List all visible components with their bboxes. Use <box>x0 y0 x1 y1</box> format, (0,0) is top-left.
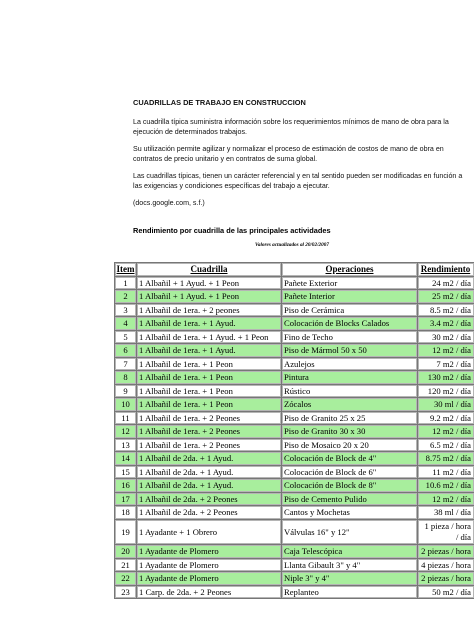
table-row <box>115 572 474 586</box>
cell-item: 9 <box>115 385 137 399</box>
cell-rendimiento: 12 m2 / día <box>418 344 474 358</box>
cell-operacion: Piso de Mosaico 20 x 20 <box>282 439 418 453</box>
intro-paragraph-3: Las cuadrillas típicas, tienen un carácter referencial y en tal sentido pueden ser modificadas en función a las exigencias y condiciones específicas del trabajo a ejecutar. <box>133 172 463 190</box>
cell-cuadrilla: 1 Albañil de 1era. + 2 peones <box>137 304 282 318</box>
cell-rendimiento: 9.2 m2 / día <box>418 412 474 426</box>
cell-rendimiento: 120 m2 / día <box>418 385 474 399</box>
cell-operacion: Colocación de Blocks Calados <box>282 317 418 331</box>
cell-cuadrilla: 1 Carp. de 2da. + 2 Peones <box>137 586 282 600</box>
rendimiento-table <box>114 262 474 599</box>
intro-section <box>133 98 468 215</box>
cell-rendimiento: 130 m2 / día <box>418 371 474 385</box>
header-item: Item <box>115 263 137 277</box>
cell-cuadrilla: 1 Albañil de 2da. + 2 Peones <box>137 506 282 520</box>
cell-rendimiento: 12 m2 / día <box>418 425 474 439</box>
cell-rendimiento: 2 piezas / hora <box>418 572 474 586</box>
table-row <box>115 277 474 291</box>
cell-rendimiento: 30 ml / día <box>418 398 474 412</box>
section-title: CUADRILLAS DE TRABAJO EN CONSTRUCCION <box>133 98 306 107</box>
cell-operacion: Fino de Techo <box>282 331 418 345</box>
cell-rendimiento: 6.5 m2 / día <box>418 439 474 453</box>
cell-item: 12 <box>115 425 137 439</box>
cell-cuadrilla: 1 Albañil de 2da. + 1 Ayud. <box>137 466 282 480</box>
table-row <box>115 331 474 345</box>
cell-item: 5 <box>115 331 137 345</box>
table-row <box>115 344 474 358</box>
cell-cuadrilla: 1 Ayadante de Plomero <box>137 545 282 559</box>
cell-item: 4 <box>115 317 137 331</box>
cell-item: 17 <box>115 493 137 507</box>
table-header-row <box>115 263 474 277</box>
table-row <box>115 586 474 600</box>
table-row <box>115 317 474 331</box>
cell-cuadrilla: 1 Albañil de 1era. + 1 Peon <box>137 385 282 399</box>
cell-rendimiento: 30 m2 / día <box>418 331 474 345</box>
cell-cuadrilla: 1 Albañil de 1era. + 2 Peones <box>137 425 282 439</box>
cell-operacion: Piso de Cemento Pulido <box>282 493 418 507</box>
cell-rendimiento: 24 m2 / día <box>418 277 474 291</box>
intro-paragraph-2: Su utilización permite agilizar y normalizar el proceso de estimación de costos de mano de obra en contratos de precio unitario y en contratos de suma global. <box>133 145 444 163</box>
cell-item: 11 <box>115 412 137 426</box>
cell-cuadrilla: 1 Albañil de 1era. + 2 Peones <box>137 439 282 453</box>
cell-cuadrilla: 1 Albañil de 2da. + 2 Peones <box>137 493 282 507</box>
header-operaciones: Operaciones <box>282 263 418 277</box>
table-row <box>115 545 474 559</box>
table-row <box>115 466 474 480</box>
cell-operacion: Colocación de Block de 4" <box>282 452 418 466</box>
cell-item: 8 <box>115 371 137 385</box>
cell-operacion: Caja Telescópica <box>282 545 418 559</box>
cell-rendimiento: 50 m2 / día <box>418 586 474 600</box>
cell-operacion: Colocación de Block de 6" <box>282 466 418 480</box>
table-body <box>115 277 474 600</box>
cell-operacion: Zócalos <box>282 398 418 412</box>
cell-cuadrilla: 1 Albañil de 1era. + 1 Peon <box>137 371 282 385</box>
cell-cuadrilla: 1 Albañil de 1era. + 1 Ayud. <box>137 317 282 331</box>
cell-rendimiento: 38 ml / día <box>418 506 474 520</box>
cell-rendimiento: 8.5 m2 / día <box>418 304 474 318</box>
cell-rendimiento: 7 m2 / día <box>418 358 474 372</box>
cell-item: 18 <box>115 506 137 520</box>
cell-item: 2 <box>115 290 137 304</box>
cell-cuadrilla: 1 Albañil de 1era. + 1 Peon <box>137 398 282 412</box>
cell-operacion: Pañete Exterior <box>282 277 418 291</box>
cell-rendimiento: 25 m2 / día <box>418 290 474 304</box>
cell-cuadrilla: 1 Ayadante de Plomero <box>137 572 282 586</box>
cell-cuadrilla: 1 Ayadante de Plomero <box>137 559 282 573</box>
cell-item: 1 <box>115 277 137 291</box>
cell-operacion: Rústico <box>282 385 418 399</box>
intro-paragraph-1: La cuadrilla típica suministra información sobre los requerimientos mínimos de mano de obra para la ejecución de determinados trabajos. <box>133 118 449 136</box>
cell-operacion: Cantos y Mochetas <box>282 506 418 520</box>
cell-item: 13 <box>115 439 137 453</box>
table-row <box>115 479 474 493</box>
cell-item: 22 <box>115 572 137 586</box>
cell-operacion: Piso de Mármol 50 x 50 <box>282 344 418 358</box>
cell-cuadrilla: 1 Albañil + 1 Ayud. + 1 Peon <box>137 290 282 304</box>
cell-item: 6 <box>115 344 137 358</box>
cell-operacion: Niple 3" y 4" <box>282 572 418 586</box>
table-row <box>115 398 474 412</box>
cell-item: 21 <box>115 559 137 573</box>
cell-operacion: Pintura <box>282 371 418 385</box>
table-heading: Rendimiento por cuadrilla de las principales actividades <box>133 226 331 235</box>
table-row <box>115 304 474 318</box>
cell-cuadrilla: 1 Albañil de 1era. + 1 Ayud. <box>137 344 282 358</box>
cell-operacion: Piso de Granito 25 x 25 <box>282 412 418 426</box>
table-row <box>115 358 474 372</box>
table-row <box>115 506 474 520</box>
table-update-note: Valores actualizados al 20/02/2007 <box>255 242 329 248</box>
cell-cuadrilla: 1 Albañil de 2da. + 1 Ayud. <box>137 479 282 493</box>
table-row <box>115 290 474 304</box>
cell-item: 7 <box>115 358 137 372</box>
cell-item: 23 <box>115 586 137 600</box>
table-row <box>115 425 474 439</box>
cell-operacion: Replanteo <box>282 586 418 600</box>
table-row <box>115 371 474 385</box>
cell-item: 19 <box>115 520 137 546</box>
table-row <box>115 493 474 507</box>
cell-operacion: Pañete Interior <box>282 290 418 304</box>
cell-cuadrilla: 1 Ayadante + 1 Obrero <box>137 520 282 546</box>
cell-item: 10 <box>115 398 137 412</box>
cell-item: 16 <box>115 479 137 493</box>
cell-operacion: Piso de Granito 30 x 30 <box>282 425 418 439</box>
cell-cuadrilla: 1 Albañil + 1 Ayud. + 1 Peon <box>137 277 282 291</box>
cell-operacion: Llanta Gibault 3" y 4" <box>282 559 418 573</box>
cell-rendimiento: 10.6 m2 / día <box>418 479 474 493</box>
cell-item: 3 <box>115 304 137 318</box>
cell-rendimiento: 12 m2 / día <box>418 493 474 507</box>
table-row <box>115 385 474 399</box>
table-row <box>115 412 474 426</box>
cell-cuadrilla: 1 Albañil de 1era. + 2 Peones <box>137 412 282 426</box>
cell-rendimiento: 4 piezas / hora <box>418 559 474 573</box>
cell-rendimiento: 11 m2 / día <box>418 466 474 480</box>
cell-operacion: Azulejos <box>282 358 418 372</box>
table-row <box>115 452 474 466</box>
table-row <box>115 439 474 453</box>
cell-operacion: Válvulas 16" y 12" <box>282 520 418 546</box>
cell-rendimiento: 1 pieza / hora / día <box>418 520 474 546</box>
table-row <box>115 520 474 546</box>
cell-operacion: Colocación de Block de 8" <box>282 479 418 493</box>
cell-rendimiento: 8.75 m2 / día <box>418 452 474 466</box>
cell-cuadrilla: 1 Albañil de 1era. + 1 Ayud. + 1 Peon <box>137 331 282 345</box>
cell-item: 15 <box>115 466 137 480</box>
cell-cuadrilla: 1 Albañil de 1era. + 1 Peon <box>137 358 282 372</box>
citation: (docs.google.com, s.f.) <box>133 199 205 207</box>
cell-rendimiento: 3.4 m2 / día <box>418 317 474 331</box>
table-row <box>115 559 474 573</box>
cell-item: 14 <box>115 452 137 466</box>
cell-operacion: Piso de Cerámica <box>282 304 418 318</box>
header-rendimiento: Rendimiento <box>418 263 474 277</box>
cell-rendimiento: 2 piezas / hora <box>418 545 474 559</box>
cell-item: 20 <box>115 545 137 559</box>
header-cuadrilla: Cuadrilla <box>137 263 282 277</box>
cell-cuadrilla: 1 Albañil de 2da. + 1 Ayud. <box>137 452 282 466</box>
